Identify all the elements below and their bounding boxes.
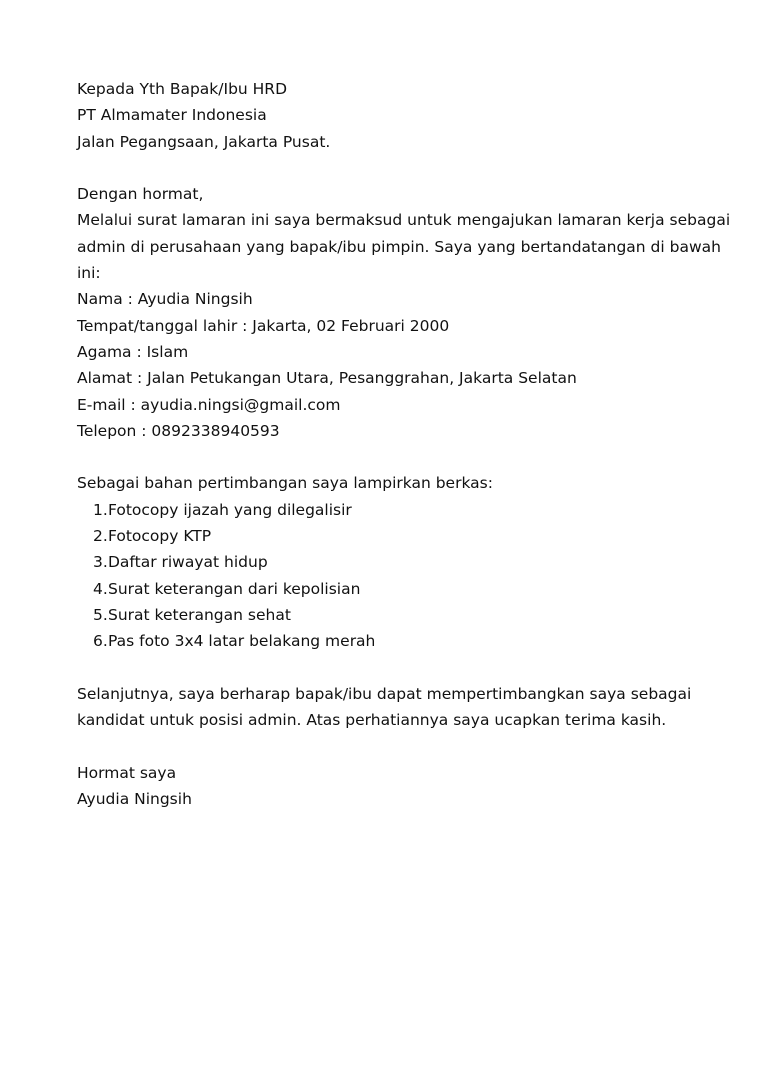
list-number: 5. <box>93 605 108 624</box>
signature-name: Ayudia Ningsih <box>77 790 192 809</box>
signature-block <box>77 760 707 813</box>
list-number: 4. <box>93 579 108 598</box>
list-item <box>77 602 707 628</box>
list-item <box>77 497 707 523</box>
opening-line-2: admin di perusahaan yang bapak/ibu pimpin. Saya yang bertandatangan di bawah <box>77 237 721 256</box>
list-text: Surat keterangan dari kepolisian <box>108 579 361 598</box>
personal-details <box>77 286 707 444</box>
list-number: 6. <box>93 632 108 651</box>
opening-paragraph <box>77 207 731 286</box>
detail-email: E-mail : ayudia.ningsi@gmail.com <box>77 395 341 414</box>
closing-paragraph <box>77 681 707 734</box>
detail-ttl: Tempat/tanggal lahir : Jakarta, 02 Februari 2000 <box>77 316 450 335</box>
list-item <box>77 523 707 549</box>
list-number: 3. <box>93 553 108 572</box>
list-text: Fotocopy ijazah yang dilegalisir <box>108 500 352 519</box>
detail-nama: Nama : Ayudia Ningsih <box>77 290 253 309</box>
closing-line-2: kandidat untuk posisi admin. Atas perhatiannya saya ucapkan terima kasih. <box>77 711 667 730</box>
list-number: 1. <box>93 500 108 519</box>
spacer <box>77 733 707 759</box>
list-text: Pas foto 3x4 latar belakang merah <box>108 632 376 651</box>
attachments-intro: Sebagai bahan pertimbangan saya lampirkan berkas: <box>77 474 493 493</box>
opening-line-1: Melalui surat lamaran ini saya bermaksud untuk mengajukan lamaran kerja sebagai <box>77 211 731 230</box>
spacer <box>77 444 707 470</box>
spacer <box>77 655 707 681</box>
list-item <box>77 628 707 654</box>
attachments-list <box>77 497 707 655</box>
list-text: Fotocopy KTP <box>108 527 212 546</box>
signature-salutation: Hormat saya <box>77 763 177 782</box>
list-item <box>77 549 707 575</box>
spacer <box>77 155 707 181</box>
opening-line-3: ini: <box>77 264 101 283</box>
detail-agama: Agama : Islam <box>77 342 189 361</box>
greeting: Dengan hormat, <box>77 185 204 204</box>
detail-telepon: Telepon : 0892338940593 <box>77 421 280 440</box>
letter-page <box>77 76 731 812</box>
detail-alamat: Alamat : Jalan Petukangan Utara, Pesanggrahan, Jakarta Selatan <box>77 369 577 388</box>
list-text: Surat keterangan sehat <box>108 605 291 624</box>
list-number: 2. <box>93 527 108 546</box>
recipient-block <box>77 76 707 155</box>
recipient-line-1: Kepada Yth Bapak/Ibu HRD <box>77 80 288 98</box>
list-text: Daftar riwayat hidup <box>108 553 268 572</box>
closing-line-1: Selanjutnya, saya berharap bapak/ibu dapat mempertimbangkan saya sebagai <box>77 684 692 703</box>
recipient-line-2: PT Almamater Indonesia <box>77 106 267 125</box>
list-item <box>77 576 707 602</box>
recipient-line-3: Jalan Pegangsaan, Jakarta Pusat. <box>77 132 331 151</box>
